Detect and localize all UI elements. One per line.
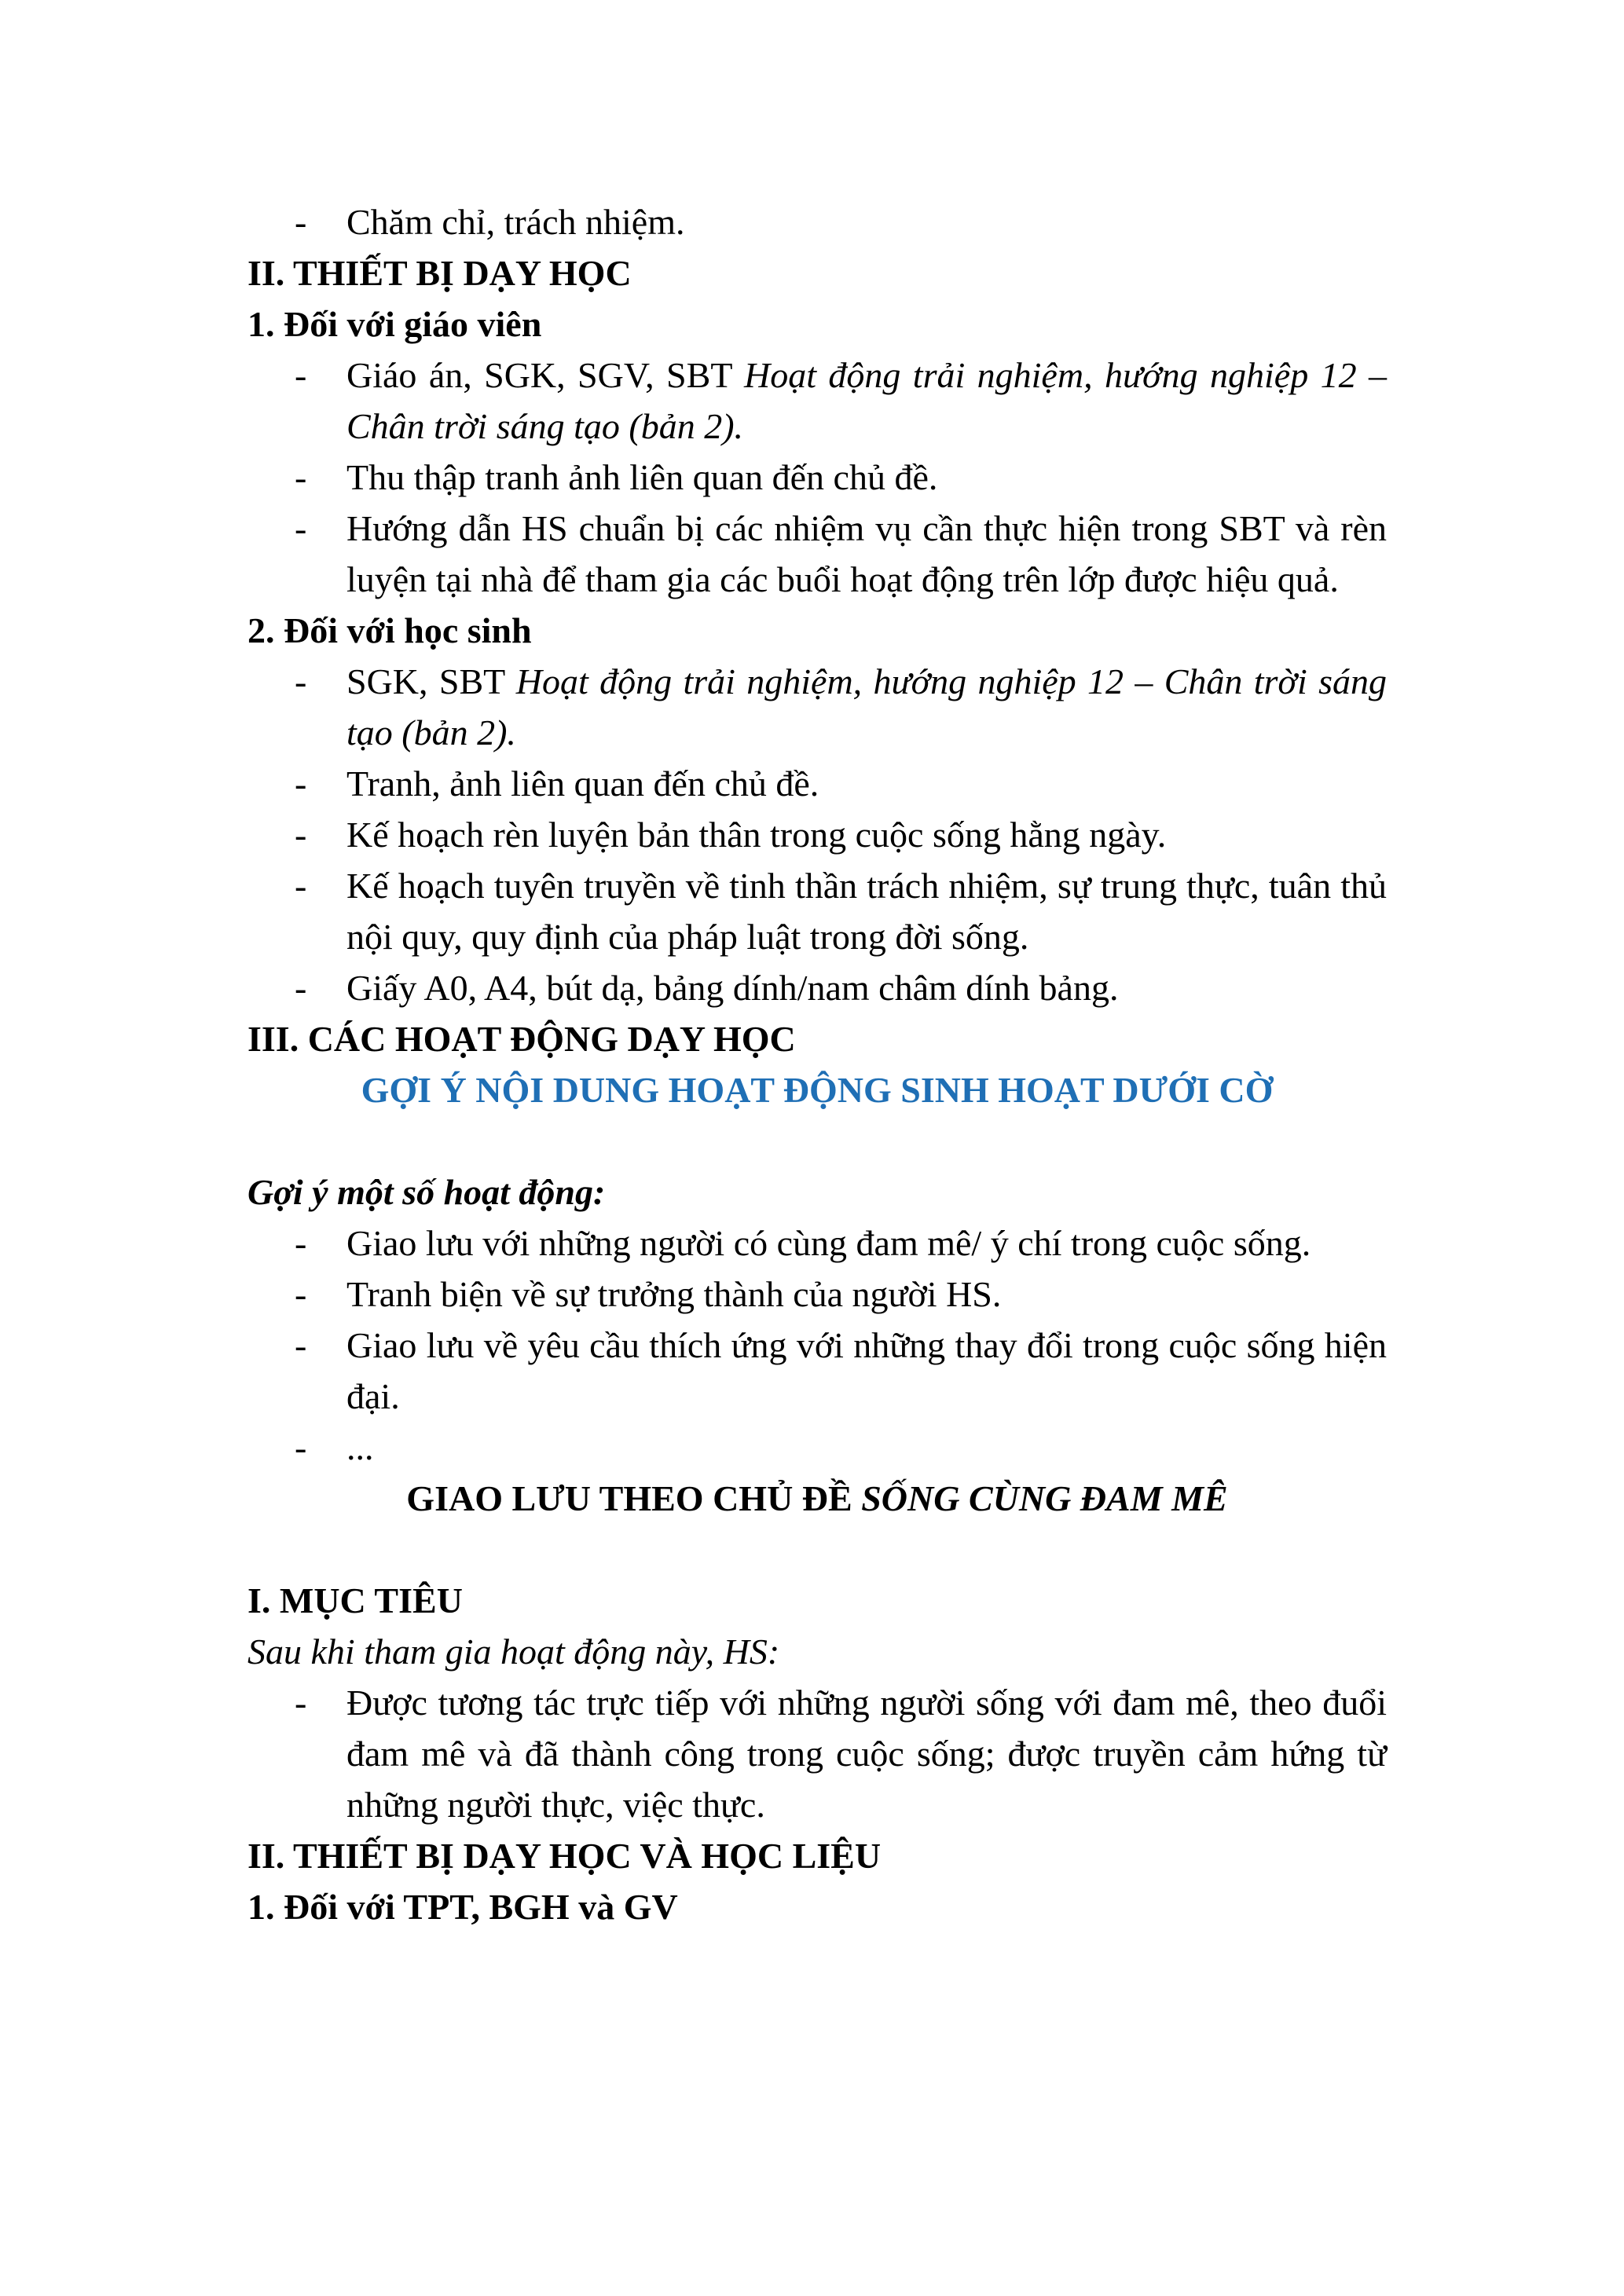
list-item: [247, 758, 1387, 809]
list-item: [247, 1269, 1387, 1320]
item-text: Chăm chỉ, trách nhiệm.: [346, 202, 685, 242]
dash-bullet: -: [295, 355, 307, 395]
suggestion-label: Gợi ý một số hoạt động:: [247, 1172, 606, 1212]
spacer: [247, 1115, 1387, 1166]
item-text: Kế hoạch rèn luyện bản thân trong cuộc sống hằng ngày.: [346, 815, 1167, 855]
list-item: [247, 503, 1387, 605]
blue-section-title: GỢI Ý NỘI DUNG HOẠT ĐỘNG SINH HOẠT DƯỚI CỜ: [361, 1070, 1274, 1110]
section-heading-equipment: II. THIẾT BỊ DẠY HỌC: [247, 253, 632, 293]
book-title: Hoạt động trải nghiệm, hướng nghiệp 12 – Chân trời sáng tạo (bản 2).: [346, 661, 1387, 753]
dash-bullet: -: [295, 764, 307, 804]
item-text: [346, 350, 1387, 452]
subheading-student: 2. Đối với học sinh: [247, 610, 532, 650]
subheading-tpt: 1. Đối với TPT, BGH và GV: [247, 1887, 678, 1927]
list-item: [247, 656, 1387, 758]
dash-bullet: -: [295, 661, 307, 701]
item-text: Giao lưu với những người có cùng đam mê/ ý chí trong cuộc sống.: [346, 1223, 1311, 1263]
list-item: [247, 1677, 1387, 1830]
item-text-plain: Giáo án, SGK, SGV, SBT: [346, 355, 744, 395]
dash-bullet: -: [295, 866, 307, 906]
dash-bullet: -: [295, 1223, 307, 1263]
dash-bullet: -: [295, 1325, 307, 1365]
item-text: Tranh, ảnh liên quan đến chủ đề.: [346, 764, 819, 804]
list-item: [247, 860, 1387, 962]
section-heading-equipment-materials: II. THIẾT BỊ DẠY HỌC VÀ HỌC LIỆU: [247, 1836, 882, 1876]
dash-bullet: -: [295, 968, 307, 1008]
list-item: [247, 962, 1387, 1013]
section-heading-activities: III. CÁC HOẠT ĐỘNG DẠY HỌC: [247, 1019, 796, 1059]
intro-label: Sau khi tham gia hoạt động này, HS:: [247, 1631, 780, 1672]
item-text: Kế hoạch tuyên truyền về tinh thần trách nhiệm, sự trung thực, tuân thủ nội quy, quy định của pháp luật trong đời sống.: [346, 866, 1387, 957]
dash-bullet: -: [295, 202, 307, 242]
list-item: [247, 1218, 1387, 1269]
dash-bullet: -: [295, 508, 307, 548]
dash-bullet: -: [295, 815, 307, 855]
section-heading-goal: I. MỤC TIÊU: [247, 1580, 463, 1620]
spacer: [247, 1524, 1387, 1575]
activity-title-plain: GIAO LƯU THEO CHỦ ĐỀ: [406, 1478, 862, 1518]
list-item: [247, 350, 1387, 452]
dash-bullet: -: [295, 1683, 307, 1723]
list-item: [247, 452, 1387, 503]
item-text: Giấy A0, A4, bút dạ, bảng dính/nam châm dính bảng.: [346, 968, 1119, 1008]
book-title: Hoạt động trải nghiệm, hướng nghiệp 12 – Chân trời sáng tạo (bản 2).: [346, 355, 1387, 446]
item-text: ...: [346, 1427, 374, 1467]
dash-bullet: -: [295, 1427, 307, 1467]
item-text: [346, 656, 1387, 758]
item-text: Tranh biện về sự trưởng thành của người HS.: [346, 1274, 1002, 1314]
list-item: [247, 1422, 1387, 1473]
dash-bullet: -: [295, 1274, 307, 1314]
dash-bullet: -: [295, 457, 307, 497]
activity-title-italic: SỐNG CÙNG ĐAM MÊ: [861, 1478, 1228, 1518]
item-text: Được tương tác trực tiếp với những người sống với đam mê, theo đuổi đam mê và đã thành công trong cuộc sống; được truyền cảm hứng từ những người thực, việc thực.: [346, 1683, 1387, 1825]
list-item: [247, 196, 1387, 247]
item-text: Giao lưu về yêu cầu thích ứng với những thay đổi trong cuộc sống hiện đại.: [346, 1325, 1387, 1416]
item-text: Thu thập tranh ảnh liên quan đến chủ đề.: [346, 457, 938, 497]
item-text: Hướng dẫn HS chuẩn bị các nhiệm vụ cần thực hiện trong SBT và rèn luyện tại nhà để tham gia các buổi hoạt động trên lớp được hiệu quả.: [346, 508, 1387, 599]
item-text-plain: SGK, SBT: [346, 661, 516, 701]
subheading-teacher: 1. Đối với giáo viên: [247, 304, 542, 344]
list-item: [247, 1320, 1387, 1422]
list-item: [247, 809, 1387, 860]
activity-title: [247, 1473, 1387, 1524]
document-content: [247, 196, 1387, 1932]
